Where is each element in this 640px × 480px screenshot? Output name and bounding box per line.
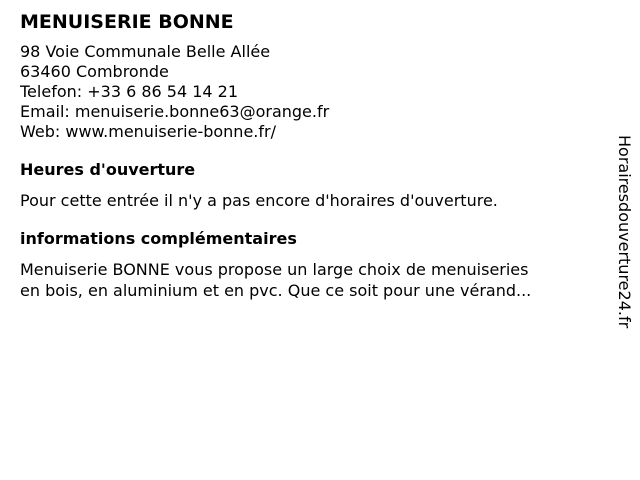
opening-hours-text: Pour cette entrée il n'y a pas encore d'horaires d'ouverture. (20, 191, 498, 210)
additional-info-heading: informations complémentaires (20, 229, 297, 248)
website-address: Web: www.menuiserie-bonne.fr/ (20, 122, 276, 141)
phone-number: Telefon: +33 6 86 54 14 21 (20, 82, 239, 101)
additional-info-line: en bois, en aluminium et en pvc. Que ce soit pour une vérand... (20, 281, 532, 300)
business-name: MENUISERIE BONNE (20, 11, 234, 33)
contact-block (20, 42, 600, 142)
street-address: 98 Voie Communale Belle Allée (20, 42, 271, 61)
additional-info-line: Menuiserie BONNE vous propose un large choix de menuiseries (20, 260, 529, 279)
business-card (20, 10, 600, 301)
email-address: Email: menuiserie.bonne63@orange.fr (20, 102, 330, 121)
postal-city: 63460 Combronde (20, 62, 169, 81)
additional-info-text (20, 259, 600, 301)
site-brand-vertical: Horairesdouverture24.fr (615, 135, 634, 329)
opening-hours-heading: Heures d'ouverture (20, 160, 196, 179)
